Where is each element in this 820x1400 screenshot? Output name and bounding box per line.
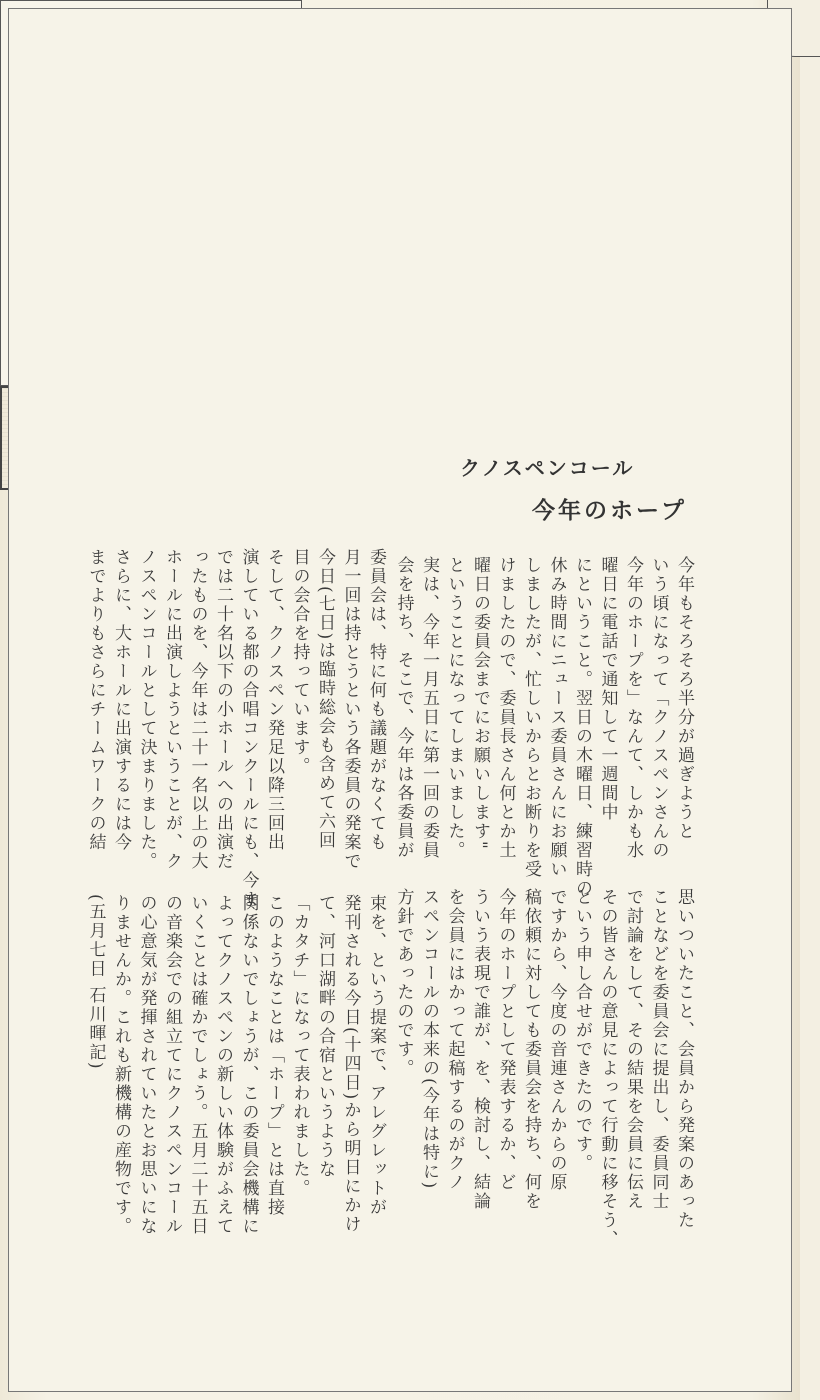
choir-name: クノスペンコール bbox=[460, 456, 635, 480]
article-text-lower-left: 束を、という提案で、アレグレットが 発刊される今日(十四日)から明日にかけ て、河口湖畔の合宿というような 「カタチ」になって表われました。 このようなことは「ホープ」とは直接 関係ないでしょうが、この委員会機構に よってクノスペンの新しい体験がふえて いくことは確かでしょう。五月二十五日 の音楽会での組立てにクノスペンコール の心意気が発揮されていたとお思いにな りませんか。これも新機構の産物です。 (五月七日 石川暉記) bbox=[85, 894, 386, 1236]
article-text-lower-right: 思いついたこと、会員から発案のあった ことなどを委員会に提出し、委員同士 で討論をして、その結果を会員に伝え その皆さんの意見によって行動に移そう、 という申し合せができたのです。 ですから、今度の音連さんからの原 稿依頼に対しても委員会を持ち、何を 今年のホープとして発表するか、ど ういう表現で誰が、を、検討し、結論 を会員にはかって起稿するのがクノ スペンコールの本来の(今年は特に) 方針であったのです。 bbox=[393, 888, 694, 1249]
article-text-upper-left: 委員会は、特に何も議題がなくても 月一回は持とうという各委員の発案で 今日(七日)は臨時総会も含めて六回 目の会合を持っています。 そして、クノスペン発足以降三回出 演している都の合唱コンクールにも、今ま では二十名以下の小ホールへの出演だ ったものを、今年は二十一名以上の大 ホールに出演しようということが、ク ノスペンコールとして決まりました。 さらに、大ホールに出演するには今 までよりもさらにチームワークの結 bbox=[85, 548, 386, 909]
article-text-upper-right: 今年もそろそろ半分が過ぎようと いう頃になって「クノスペンさんの 今年のホープを」なんて、しかも水 曜日に電話で通知して一週間中 にということ。翌日の木曜日、練習時の 休み時間にニュース委員さんにお願い しましたが、忙しいからとお断りを受 けましたので、委員長さん何とか土 曜日の委員会までにお願いします" ということになってしまいました。 実は、今年一月五日に第一回の委員 会を持ち、そこで、今年は各委員が bbox=[393, 556, 694, 898]
article-header-box bbox=[0, 386, 305, 490]
article-title: 今年のホープ bbox=[532, 498, 687, 524]
